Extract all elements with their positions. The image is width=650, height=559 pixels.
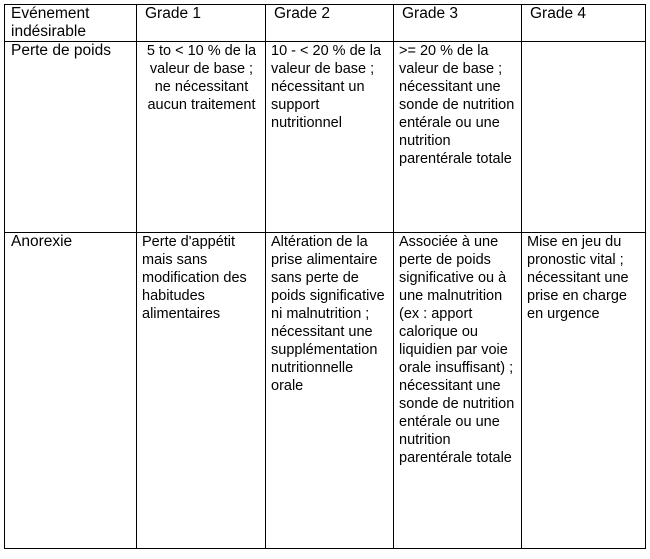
- grade-1-cell: 5 to < 10 % de la valeur de base ; ne nécessitant aucun traitement: [137, 42, 266, 233]
- grade-1-cell: Perte d'appétit mais sans modification des habitudes alimentaires: [137, 233, 266, 549]
- table-row: [5, 42, 646, 233]
- event-label: Anorexie: [5, 233, 137, 549]
- adverse-event-grading-table: [4, 4, 646, 549]
- header-grade-4: Grade 4: [522, 5, 646, 42]
- grade-3-cell: >= 20 % de la valeur de base ; nécessitant une sonde de nutrition entérale ou une nutrition parentérale totale: [394, 42, 522, 233]
- grade-2-cell: Altération de la prise alimentaire sans perte de poids significative ni malnutrition ; nécessitant une supplémentation nutritionnelle orale: [266, 233, 394, 549]
- header-adverse-event: Evénement indésirable: [5, 5, 137, 42]
- event-label: Perte de poids: [5, 42, 137, 233]
- grade-4-cell: Mise en jeu du pronostic vital ; nécessitant une prise en charge en urgence: [522, 233, 646, 549]
- header-grade-3: Grade 3: [394, 5, 522, 42]
- grade-2-cell: 10 - < 20 % de la valeur de base ; nécessitant un support nutritionnel: [266, 42, 394, 233]
- header-grade-2: Grade 2: [266, 5, 394, 42]
- header-grade-1: Grade 1: [137, 5, 266, 42]
- table-row: [5, 233, 646, 549]
- table-header-row: [5, 5, 646, 42]
- grade-4-cell: [522, 42, 646, 233]
- grade-3-cell: Associée à une perte de poids significative ou à une malnutrition (ex : apport calorique ou liquidien par voie orale insuffisant) ; nécessitant une sonde de nutrition entérale ou une nutrition parentérale totale: [394, 233, 522, 549]
